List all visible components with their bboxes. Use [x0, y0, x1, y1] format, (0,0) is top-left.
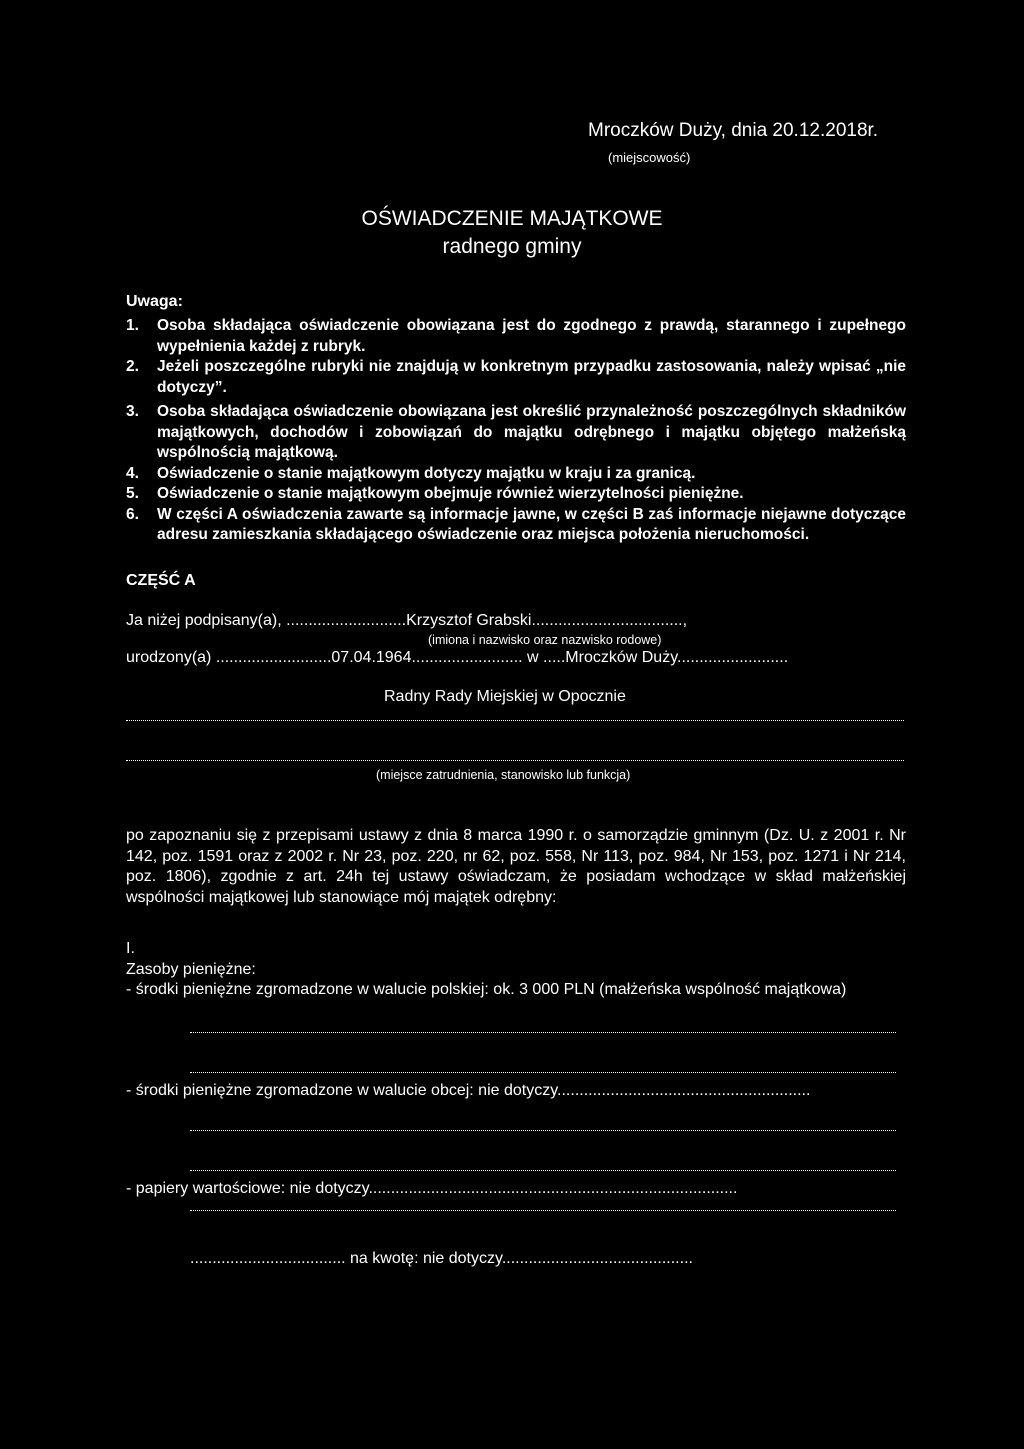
- part-a-heading: CZĘŚĆ A: [126, 572, 196, 589]
- born-line: urodzony(a) ..........................07.04.1964......................... w .....Mroczków Duży.........................: [126, 649, 789, 666]
- signed-line: Ja niżej podpisany(a), ...........................Krzysztof Grabski..................................,: [126, 612, 688, 629]
- position-caption: (miejsce zatrudnienia, stanowisko lub funkcja): [376, 768, 631, 782]
- item-securities: - papiery wartościowe: nie dotyczy...................................................................................: [126, 1180, 738, 1197]
- note-number: 5.: [126, 485, 139, 502]
- note-number: 3.: [126, 403, 139, 420]
- note-text: W części A oświadczenia zawarte są informacje jawne, w części B zaś informacje niejawne dotyczące adresu zamieszkania składającego oświadczenie oraz miejsca położenia nieruchomości.: [157, 505, 906, 543]
- name-caption: (imiona i nazwisko oraz nazwisko rodowe): [428, 633, 662, 647]
- section-heading: Zasoby pieniężne:: [126, 961, 256, 978]
- dotted-line: [126, 720, 904, 721]
- note-text: Oświadczenie o stanie majątkowym obejmuje również wierzytelności pieniężne.: [157, 485, 744, 502]
- note-item: [126, 464, 906, 485]
- dotted-line: [126, 760, 904, 761]
- item-pln: - środki pieniężne zgromadzone w walucie polskiej: ok. 3 000 PLN (małżeńska wspólność majątkowa): [126, 981, 847, 998]
- note-number: 6.: [126, 505, 139, 523]
- dotted-line: [190, 1032, 896, 1033]
- note-text: Osoba składająca oświadczenie obowiązana jest do zgodnego z prawdą, starannego i zupełnego wypełnienia każdej z rubryk.: [157, 317, 906, 355]
- place-caption: (miejscowość): [608, 150, 691, 165]
- amount-line: ................................... na kwotę: nie dotyczy...........................................: [190, 1250, 693, 1267]
- position-text: Radny Rady Miejskiej w Opocznie: [384, 688, 626, 705]
- note-text: Oświadczenie o stanie majątkowym dotyczy majątku w kraju i za granicą.: [157, 464, 696, 482]
- note-item: [126, 505, 906, 546]
- dotted-line: [190, 1210, 896, 1211]
- note-text: Osoba składająca oświadczenie obowiązana jest określić przynależność poszczególnych składników majątkowych, dochodów i zobowiązań do majątku odrębnego i majątku objętego małżeńską wspólnością majątkową.: [157, 403, 906, 461]
- dotted-line: [190, 1072, 896, 1073]
- note-item: [126, 402, 906, 464]
- note-number: 4.: [126, 464, 139, 482]
- notes-list: [126, 316, 906, 546]
- note-number: 1.: [126, 317, 139, 334]
- note-item: [126, 357, 906, 398]
- note-item: [126, 484, 906, 505]
- document-title: OŚWIADCZENIE MAJĄTKOWE: [361, 207, 663, 230]
- note-text: Jeżeli poszczególne rubryki nie znajdują w konkretnym przypadku zastosowania, należy wpisać „nie dotyczy”.: [157, 358, 906, 396]
- item-foreign: - środki pieniężne zgromadzone w walucie obcej: nie dotyczy.........................................................: [126, 1082, 811, 1099]
- document-subtitle: radnego gminy: [442, 235, 582, 258]
- declaration-text: po zapoznaniu się z przepisami ustawy z dnia 8 marca 1990 r. o samorządzie gminnym (Dz. U. z 2001 r. Nr 142, poz. 1591 oraz z 2002 r. Nr 23, poz. 220, nr 62, poz. 558, Nr 113, poz. 984, Nr 153, poz. 1271 i Nr 214, poz. 1806), zgodnie z art. 24h tej ustawy oświadczam, że posiadam wchodzące w skład małżeńskiej wspólności majątkowej lub stanowiące mój majątek odrębny:: [126, 827, 906, 906]
- dotted-line: [190, 1170, 896, 1171]
- section-number: I.: [126, 940, 135, 957]
- place-date: Mroczków Duży, dnia 20.12.2018r.: [588, 120, 879, 141]
- notes-heading: Uwaga:: [126, 293, 183, 310]
- note-number: 2.: [126, 358, 139, 375]
- note-item: [126, 316, 906, 357]
- dotted-line: [190, 1130, 896, 1131]
